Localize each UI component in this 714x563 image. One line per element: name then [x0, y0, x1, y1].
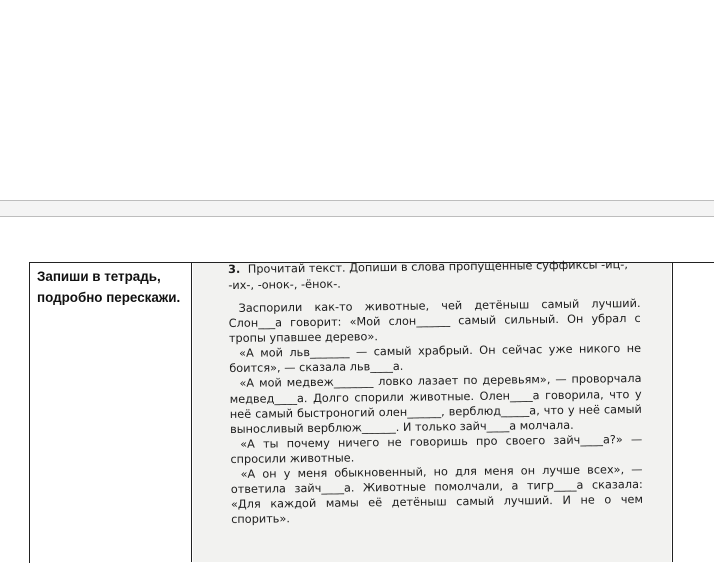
separator-band [0, 201, 714, 216]
exercise-paragraph: Заспорили как-то животные, чей детёныш самый лучший. Слон___а говорит: «Мой слон______ самый сильный. Он убрал с тропы упавшее дерево». [228, 296, 641, 346]
table-divider-right [672, 262, 673, 562]
separator-line-bottom [0, 216, 714, 217]
exercise-number: 3. [228, 262, 241, 276]
exercise-instruction: Прочитай текст. Допиши в слова пропущенные суффиксы -иц-, -их-, -онок-, -ёнок-. [228, 258, 629, 292]
exercise-header [228, 257, 640, 294]
exercise-paragraph: «А он у меня обыкновенный, но для меня он лучше всех», — ответила зайч____а. Животные помолчали, а тигр____а сказала: «Для каждой мамы её детёныш самый лучший. И не о чем спорить». [230, 462, 644, 527]
exercise-paragraph: «А ты почему ничего не говоришь про своего зайч____а?» — спросили животные. [230, 432, 643, 466]
table-divider-middle [191, 262, 192, 562]
instruction-cell: Запиши в тетрадь, подробно перескажи. [37, 269, 181, 305]
exercise-block [228, 257, 643, 527]
exercise-paragraph: «А мой льв_______ — самый храбрый. Он сейчас уже никого не боится», — сказала льв____а. [229, 342, 642, 376]
exercise-paragraph: «А мой медвеж_______ ловко лазает по деревьям», — проворчала медвед____а. Долго спорили животные. Олен____а говорила, что у неё самый быстроногий олен______, верблюд_____а, что у неё самый выносливый верблюж______. И только зайч____а молчала. [229, 372, 642, 436]
